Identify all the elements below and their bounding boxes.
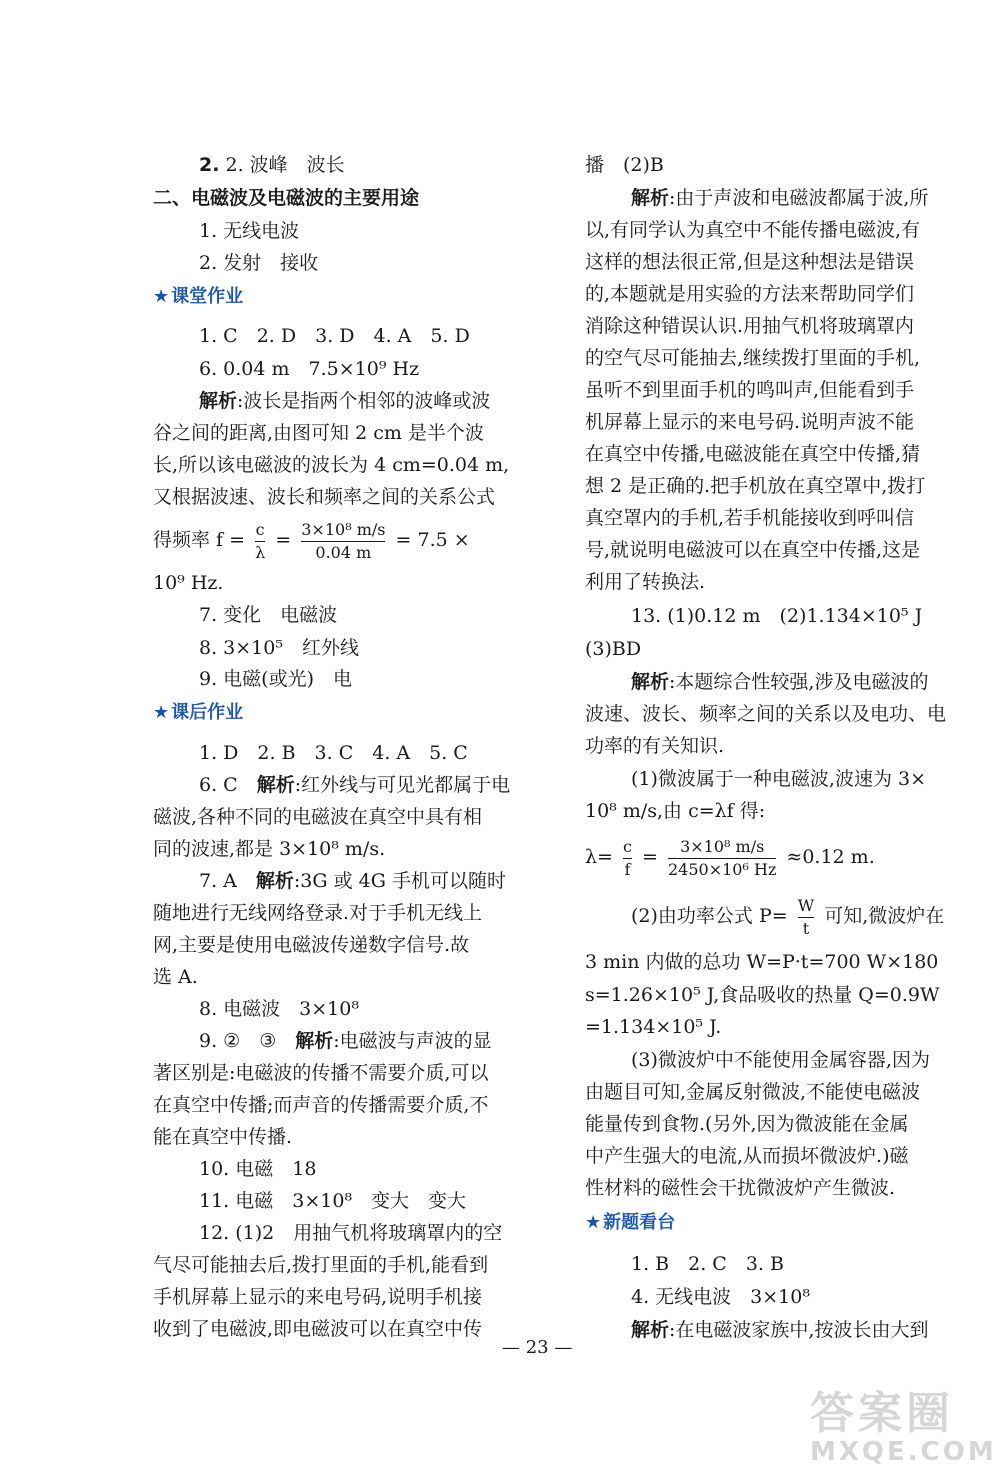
explanation-line: 消除这种错误认识.用抽气机将玻璃罩内 bbox=[585, 315, 915, 337]
answer-line: 4. 无线电波 3×10⁸ bbox=[631, 1286, 810, 1308]
explanation-line: (3)微波炉中不能使用金属容器,因为 bbox=[631, 1049, 930, 1071]
formula-line: λ= $\frac{c}{f}$ = $\frac{\text{3×10⁸ m/s}}{\text{2450×10⁶ Hz}}$ ≈0.12 m. bbox=[585, 836, 875, 879]
explanation-line: 性材料的磁性会干扰微波炉产生微波. bbox=[585, 1177, 896, 1199]
answer-line: 1. D 2. B 3. C 4. A 5. C bbox=[199, 742, 468, 764]
answer-line: 13. (1)0.12 m (2)1.134×10⁵ J bbox=[631, 605, 923, 627]
answer-line: 8. 电磁波 3×10⁸ bbox=[199, 998, 359, 1020]
explanation-line: 收到了电磁波,即电磁波可以在真空中传 bbox=[153, 1318, 483, 1340]
explanation-line: 长,所以该电磁波的波长为 4 cm=0.04 m, bbox=[153, 454, 510, 476]
explanation-line: 的,本题就是用实验的方法来帮助同学们 bbox=[585, 283, 915, 305]
fraction: $\frac{c}{\lambda}$ bbox=[255, 519, 266, 562]
explanation-line: 真空罩内的手机,若手机能接收到呼叫信 bbox=[585, 507, 915, 529]
star-icon: ★ bbox=[153, 286, 170, 307]
explanation-line: 号,就说明电磁波可以在真空中传播,这是 bbox=[585, 539, 921, 561]
explanation-line: 10⁸ m/s,由 c=λf 得: bbox=[585, 800, 766, 822]
fraction: $\frac{c}{f}$ bbox=[623, 836, 632, 879]
answer-line: 7. A 解析:3G 或 4G 手机可以随时 bbox=[199, 870, 506, 892]
explanation-line: 解析:在电磁波家族中,按波长由大到 bbox=[631, 1319, 929, 1341]
explanation-line: 的空气尽可能抽去,继续拨打里面的手机, bbox=[585, 347, 921, 369]
answer-line: 10. 电磁 18 bbox=[199, 1158, 317, 1180]
explanation-line: 由题目可知,金属反射微波,不能使电磁波 bbox=[585, 1081, 921, 1103]
explanation-line: 利用了转换法. bbox=[585, 571, 706, 593]
explanation-line: 在真空中传播,电磁波能在真空中传播,猜 bbox=[585, 443, 921, 465]
explanation-line: 能量传到食物.(另外,因为微波能在金属 bbox=[585, 1113, 909, 1135]
explanation-line: 著区别是:电磁波的传播不需要介质,可以 bbox=[153, 1062, 489, 1084]
explanation-line: 选 A. bbox=[153, 966, 198, 988]
explanation-line: 中产生强大的电流,从而损坏微波炉.)磁 bbox=[585, 1145, 909, 1167]
explanation-line: 同的波速,都是 3×10⁸ m/s. bbox=[153, 838, 386, 860]
section-header-in-class: ★ 课堂作业 bbox=[153, 286, 244, 307]
explanation-line: 解析:波长是指两个相邻的波峰或波 bbox=[199, 390, 491, 412]
watermark-logo: 答案圈 MXQE.COM bbox=[810, 1388, 997, 1467]
explanation-line: 波速、波长、频率之间的关系以及电功、电 bbox=[585, 703, 947, 725]
explanation-line: 机屏幕上显示的来电号码.说明声波不能 bbox=[585, 411, 915, 433]
answer-line: 2. 2. 波峰 波长 bbox=[199, 154, 345, 176]
answer-line: 1. B 2. C 3. B bbox=[631, 1253, 784, 1275]
fraction: $\frac{\text{3×10⁸ m/s}}{0.04 m}$ bbox=[301, 519, 386, 562]
page-number: — 23 — bbox=[502, 1337, 573, 1358]
fraction: $\frac{\text{3×10⁸ m/s}}{\text{2450×10⁶ Hz}}$ bbox=[668, 836, 777, 879]
answer-line: 12. (1)2 用抽气机将玻璃罩内的空 bbox=[199, 1222, 503, 1244]
star-icon: ★ bbox=[585, 1212, 602, 1233]
answer-line: (3)BD bbox=[585, 638, 642, 660]
explanation-line: 网,主要是使用电磁波传递数字信号.故 bbox=[153, 934, 470, 956]
explanation-line: 磁波,各种不同的电磁波在真空中具有相 bbox=[153, 806, 483, 828]
answer-line: 9. ② ③ 解析:电磁波与声波的显 bbox=[199, 1030, 492, 1052]
explanation-line: 功率的有关知识. bbox=[585, 735, 725, 757]
explanation-line: (1)微波属于一种电磁波,波速为 3× bbox=[631, 768, 927, 790]
answer-line: 6. 0.04 m 7.5×10⁹ Hz bbox=[199, 358, 420, 380]
answer-line: 2. 发射 接收 bbox=[199, 252, 319, 274]
answer-line: 11. 电磁 3×10⁸ 变大 变大 bbox=[199, 1190, 467, 1212]
explanation-line: 随地进行无线网络登录.对于手机无线上 bbox=[153, 902, 483, 924]
star-icon: ★ bbox=[153, 702, 170, 723]
explanation-line: 想 2 是正确的.把手机放在真空罩中,拨打 bbox=[585, 475, 926, 497]
explanation-line: 3 min 内做的总功 W=P·t=700 W×180 bbox=[585, 951, 939, 973]
explanation-line: 在真空中传播;而声音的传播需要介质,不 bbox=[153, 1094, 489, 1116]
explanation-line: 手机屏幕上显示的来电号码,说明手机接 bbox=[153, 1286, 483, 1308]
answer-line: 6. C 解析:红外线与可见光都属于电 bbox=[199, 774, 511, 796]
explanation-line: 谷之间的距离,由图可知 2 cm 是半个波 bbox=[153, 422, 484, 444]
explanation-line: 能在真空中传播. bbox=[153, 1126, 293, 1148]
explanation-line: 解析:本题综合性较强,涉及电磁波的 bbox=[631, 671, 929, 693]
section-header-new-questions: ★ 新题看台 bbox=[585, 1212, 676, 1233]
explanation-line: 这样的想法很正常,但是这种想法是错误 bbox=[585, 251, 915, 273]
explanation-line: 又根据波速、波长和频率之间的关系公式 bbox=[153, 486, 496, 508]
answer-line: 7. 变化 电磁波 bbox=[199, 604, 338, 626]
answer-line: 1. C 2. D 3. D 4. A 5. D bbox=[199, 325, 470, 347]
section-heading: 二、电磁波及电磁波的主要用途 bbox=[153, 187, 420, 209]
answer-line: 9. 电磁(或光) 电 bbox=[199, 668, 352, 690]
section-header-after-class: ★ 课后作业 bbox=[153, 702, 244, 723]
explanation-line: 气尽可能抽去后,拨打里面的手机,能看到 bbox=[153, 1254, 489, 1276]
explanation-line: 10⁹ Hz. bbox=[153, 572, 224, 594]
formula-line: 得频率 f = $\frac{c}{\lambda}$ = $\frac{\text{3×10⁸ m/s}}{0.04 m}$ = 7.5 × bbox=[153, 519, 470, 562]
formula-line: (2)由功率公式 P= $\frac{W}{t}$ 可知,微波炉在 bbox=[631, 895, 945, 938]
answer-line: 1. 无线电波 bbox=[199, 220, 300, 242]
fraction: $\frac{W}{t}$ bbox=[797, 895, 815, 938]
answer-line: 8. 3×10⁵ 红外线 bbox=[199, 637, 359, 659]
answer-line: 播 (2)B bbox=[585, 154, 664, 176]
explanation-line: 虽听不到里面手机的鸣叫声,但能看到手 bbox=[585, 379, 915, 401]
explanation-line: 以,有同学认为真空中不能传播电磁波,有 bbox=[585, 219, 921, 241]
explanation-line: s=1.26×10⁵ J,食品吸收的热量 Q=0.9W bbox=[585, 984, 940, 1006]
explanation-line: 解析:由于声波和电磁波都属于波,所 bbox=[631, 187, 929, 209]
explanation-line: =1.134×10⁵ J. bbox=[585, 1016, 722, 1038]
